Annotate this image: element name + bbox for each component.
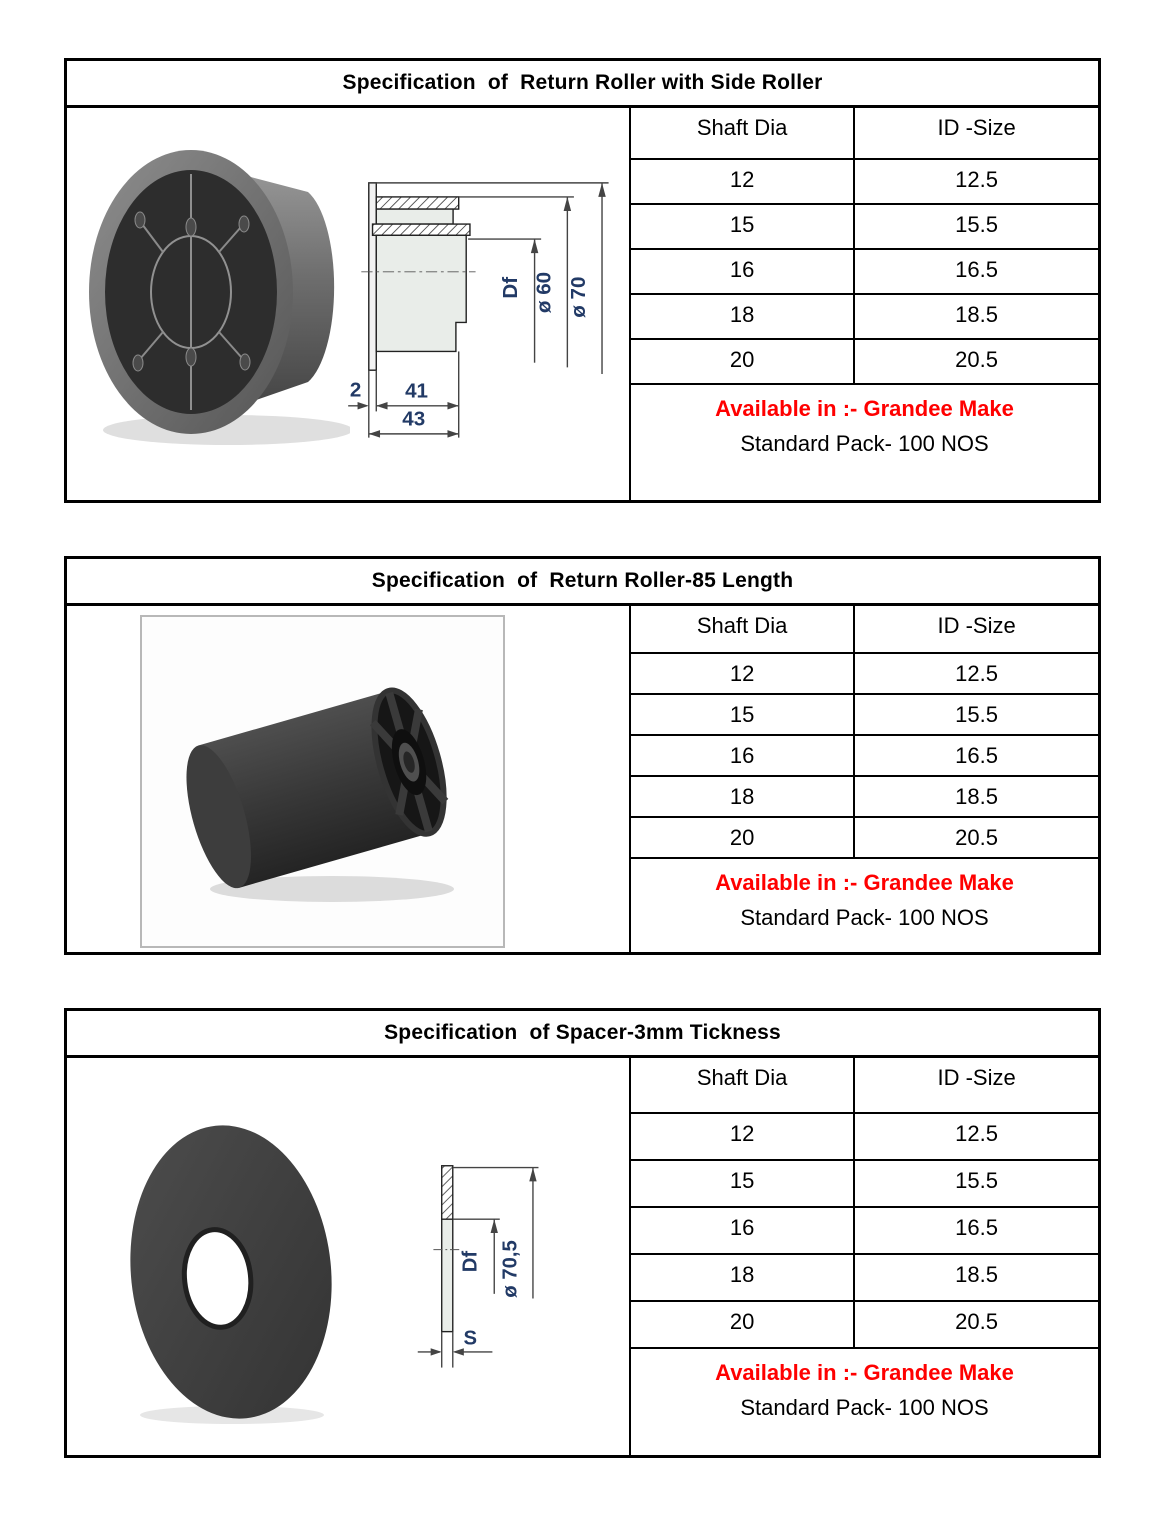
svg-text:ø 60: ø 60 [532, 271, 556, 314]
table-header-row [631, 1058, 1098, 1114]
table-row [631, 1114, 1098, 1161]
id-size-cell: 12.5 [955, 1121, 998, 1146]
spec-table [629, 108, 1098, 500]
table-row [631, 160, 1098, 205]
shaft-dia-cell: 18 [631, 1255, 855, 1300]
illustration-area [67, 606, 629, 952]
return-roller-85-photo [142, 617, 503, 946]
shaft-dia-header: Shaft Dia [631, 108, 855, 158]
shaft-dia-header: Shaft Dia [631, 606, 855, 652]
id-size-cell: 16.5 [955, 743, 998, 768]
section-content [67, 1058, 1098, 1455]
shaft-dia-cell: 12 [631, 1114, 855, 1159]
section-return-roller-85 [64, 556, 1101, 955]
shaft-dia-cell: 15 [631, 695, 855, 734]
availability-cell [631, 859, 1098, 952]
id-size-cell: 20.5 [955, 347, 998, 372]
spec-table [629, 606, 1098, 952]
spacer-drawing [413, 1151, 593, 1386]
shaft-dia-cell: 15 [631, 1161, 855, 1206]
id-size-cell: 18.5 [955, 1262, 998, 1287]
return-roller-photo [78, 134, 350, 456]
shaft-dia-cell: 16 [631, 250, 855, 293]
illustration-area [67, 1058, 629, 1455]
section-content [67, 606, 1098, 952]
availability-text: Available in :- Grandee Make [715, 396, 1014, 421]
table-row [631, 340, 1098, 385]
table-row [631, 250, 1098, 295]
section-return-roller-side-roller [64, 58, 1101, 503]
svg-text:41: 41 [405, 379, 429, 403]
id-size-cell: 20.5 [955, 825, 998, 850]
section-title: Specification of Return Roller with Side Roller [67, 61, 1098, 108]
id-size-cell: 15.5 [955, 212, 998, 237]
svg-text:2: 2 [349, 378, 362, 402]
id-size-cell: 15.5 [955, 702, 998, 727]
availability-cell [631, 1349, 1098, 1455]
spec-table [629, 1058, 1098, 1455]
id-size-cell: 12.5 [955, 661, 998, 686]
svg-text:43: 43 [402, 407, 426, 431]
id-size-cell: 15.5 [955, 1168, 998, 1193]
shaft-dia-cell: 12 [631, 160, 855, 203]
standard-pack-text: Standard Pack- 100 NOS [740, 1395, 989, 1420]
section-title: Specification of Return Roller-85 Length [67, 559, 1098, 606]
standard-pack-text: Standard Pack- 100 NOS [740, 905, 989, 930]
table-row [631, 295, 1098, 340]
table-header-row [631, 606, 1098, 654]
return-roller-drawing [348, 166, 620, 447]
id-size-header: ID -Size [937, 115, 1016, 140]
id-size-header: ID -Size [937, 613, 1016, 638]
availability-text: Available in :- Grandee Make [715, 1360, 1014, 1385]
availability-cell [631, 385, 1098, 500]
availability-text: Available in :- Grandee Make [715, 870, 1014, 895]
shaft-dia-cell: 18 [631, 295, 855, 338]
id-size-header: ID -Size [937, 1065, 1016, 1090]
spacer-photo [100, 1110, 362, 1434]
table-row [631, 1208, 1098, 1255]
section-title: Specification of Spacer-3mm Tickness [67, 1011, 1098, 1058]
id-size-cell: 16.5 [955, 257, 998, 282]
table-header-row [631, 108, 1098, 160]
id-size-cell: 12.5 [955, 167, 998, 192]
table-row [631, 654, 1098, 695]
id-size-cell: 20.5 [955, 1309, 998, 1334]
shaft-dia-cell: 12 [631, 654, 855, 693]
photo-frame [140, 615, 505, 948]
svg-text:S: S [463, 1327, 478, 1350]
section-spacer-3mm [64, 1008, 1101, 1458]
shaft-dia-header: Shaft Dia [631, 1058, 855, 1112]
svg-text:ø 70,5: ø 70,5 [499, 1240, 522, 1298]
table-row [631, 205, 1098, 250]
illustration-area [67, 108, 629, 500]
shaft-dia-cell: 20 [631, 340, 855, 383]
table-row [631, 777, 1098, 818]
id-size-cell: 16.5 [955, 1215, 998, 1240]
svg-text:Df: Df [459, 1250, 482, 1273]
table-row [631, 818, 1098, 859]
svg-text:ø 70: ø 70 [567, 276, 591, 318]
shaft-dia-cell: 20 [631, 1302, 855, 1347]
table-row [631, 695, 1098, 736]
svg-text:Df: Df [498, 276, 522, 299]
table-row [631, 736, 1098, 777]
section-content [67, 108, 1098, 500]
table-row [631, 1255, 1098, 1302]
table-row [631, 1161, 1098, 1208]
shaft-dia-cell: 20 [631, 818, 855, 857]
shaft-dia-cell: 15 [631, 205, 855, 248]
standard-pack-text: Standard Pack- 100 NOS [740, 431, 989, 456]
id-size-cell: 18.5 [955, 302, 998, 327]
id-size-cell: 18.5 [955, 784, 998, 809]
shaft-dia-cell: 16 [631, 736, 855, 775]
shaft-dia-cell: 16 [631, 1208, 855, 1253]
table-row [631, 1302, 1098, 1349]
shaft-dia-cell: 18 [631, 777, 855, 816]
